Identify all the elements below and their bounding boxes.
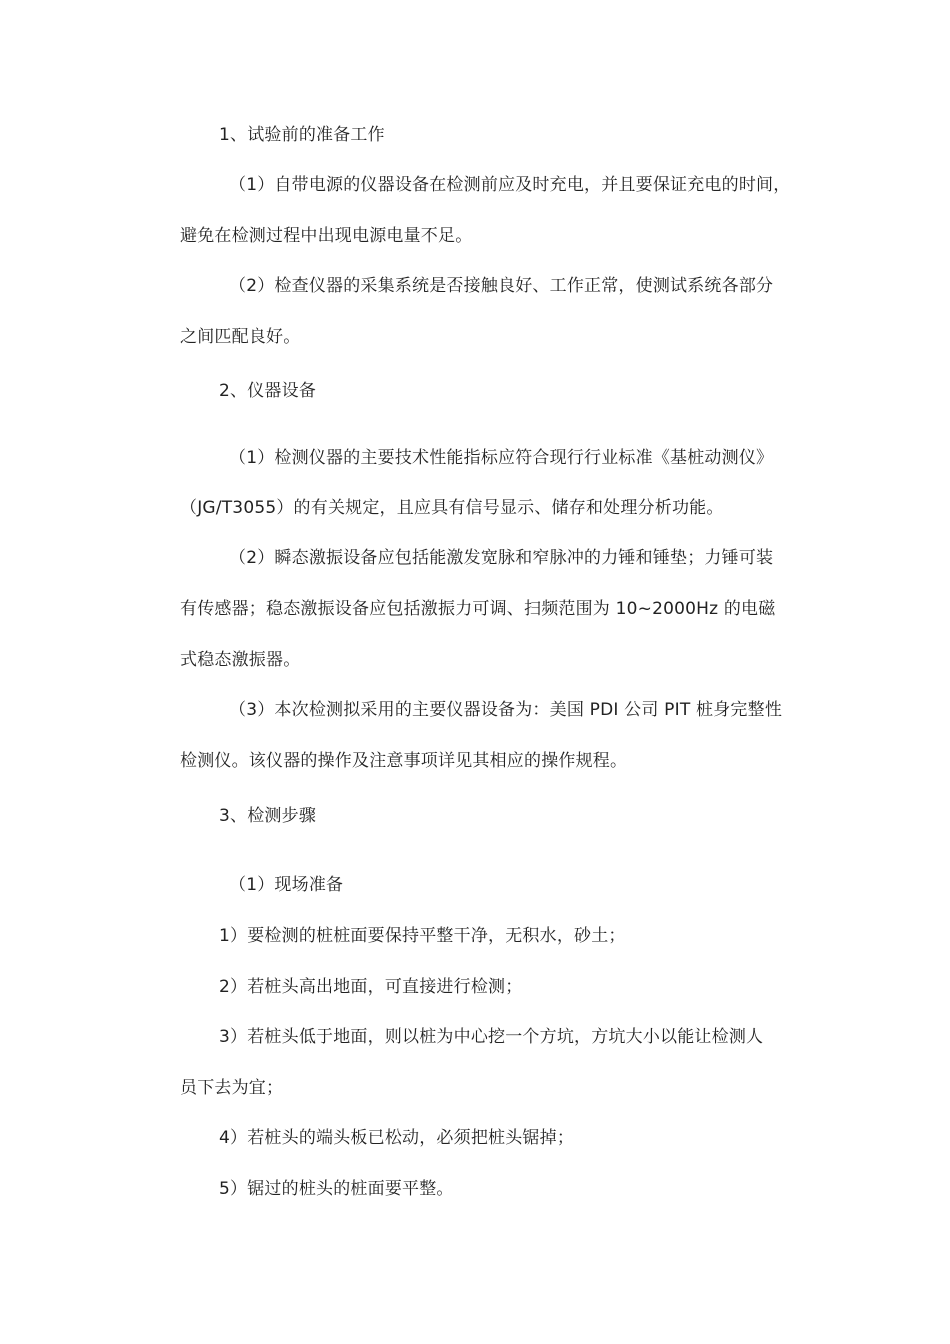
step-1: 1）要检测的桩桩面要保持平整干净，无积水，砂土； (219, 926, 626, 946)
section-2-heading: 2、仪器设备 (219, 381, 317, 401)
paragraph-2-3-line-2: 检测仪。该仪器的操作及注意事项详见其相应的操作规程。 (180, 751, 628, 771)
section-1-heading: 1、试验前的准备工作 (219, 125, 385, 145)
step-3-line-1: 3）若桩头低于地面，则以桩为中心挖一个方坑，方坑大小以能让检测人 (219, 1027, 764, 1047)
paragraph-1-1-line-2: 避免在检测过程中出现电源电量不足。 (180, 226, 473, 246)
paragraph-2-1-line-2: （JG/T3055）的有关规定，且应具有信号显示、储存和处理分析功能。 (180, 498, 724, 518)
step-4: 4）若桩头的端头板已松动，必须把桩头锯掉； (219, 1128, 575, 1148)
paragraph-2-2-line-1: （2）瞬态激振设备应包括能激发宽脉和窄脉冲的力锤和锤垫；力锤可装 (229, 548, 774, 568)
paragraph-2-2-line-2: 有传感器；稳态激振设备应包括激振力可调、扫频范围为 10~2000Hz 的电磁 (180, 599, 776, 619)
paragraph-2-3-line-1: （3）本次检测拟采用的主要仪器设备为：美国 PDI 公司 PIT 桩身完整性 (229, 700, 783, 720)
paragraph-2-2-line-3: 式稳态激振器。 (180, 650, 301, 670)
paragraph-1-2-line-2: 之间匹配良好。 (180, 327, 301, 347)
step-3-line-2: 员下去为宜； (180, 1078, 284, 1098)
step-5: 5）锯过的桩头的桩面要平整。 (219, 1179, 454, 1199)
step-2: 2）若桩头高出地面，可直接进行检测； (219, 977, 523, 997)
subsection-3-1-heading: （1）现场准备 (229, 875, 344, 895)
section-3-heading: 3、检测步骤 (219, 806, 317, 826)
paragraph-2-1-line-1: （1）检测仪器的主要技术性能指标应符合现行行业标准《基桩动测仪》 (229, 448, 774, 468)
paragraph-1-2-line-1: （2）检查仪器的采集系统是否接触良好、工作正常，使测试系统各部分 (229, 276, 774, 296)
paragraph-1-1-line-1: （1）自带电源的仪器设备在检测前应及时充电，并且要保证充电的时间， (229, 175, 791, 195)
